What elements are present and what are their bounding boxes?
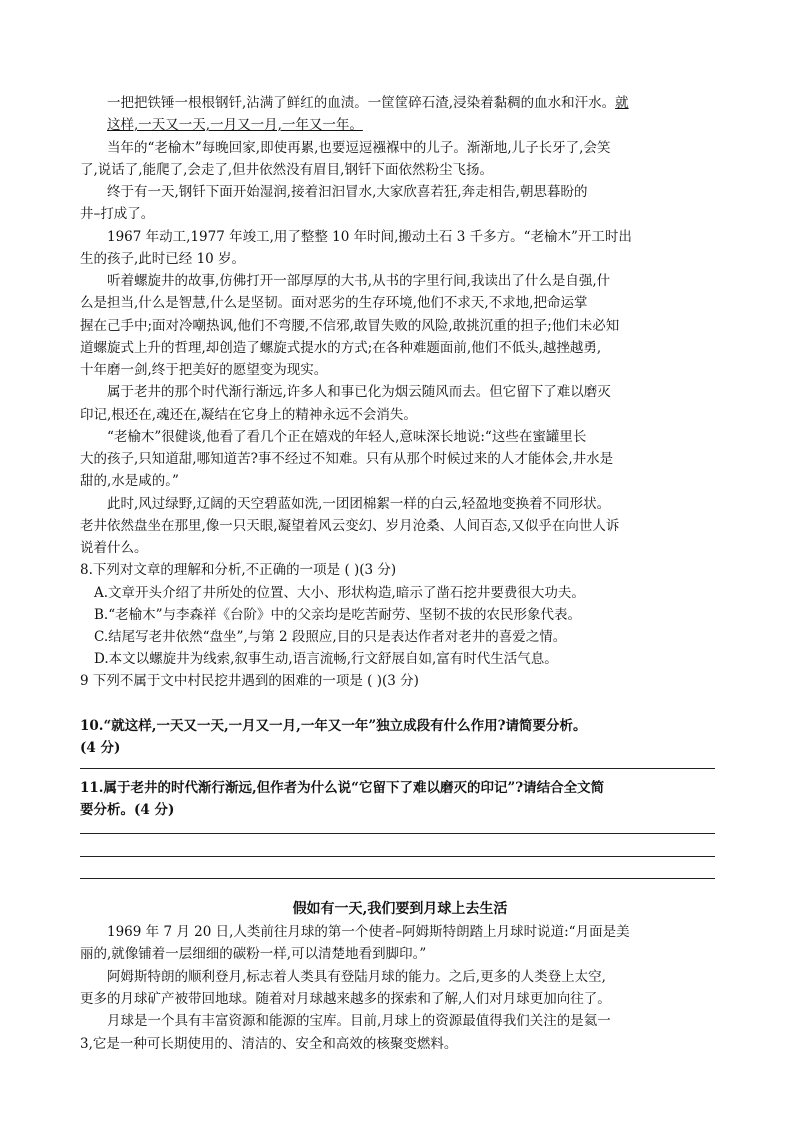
answer-line[interactable] xyxy=(80,833,715,834)
paragraph-line: 了,说话了,能爬了,会走了,但井依然没有眉目,钢钎下面依然粉尘飞扬。 xyxy=(80,162,493,178)
paragraph-line: “老榆木”很健谈,他看了看几个正在嬉戏的年轻人,意味深长地说:“这些在蜜罐里长 xyxy=(107,429,587,445)
paragraph-line: 1969 年 7 月 20 日,人类前往月球的第一个使者–阿姆斯特朗踏上月球时说道:“月面是美 xyxy=(107,924,630,940)
section-title: 假如有一天,我们要到月球上去生活 xyxy=(292,901,508,917)
paragraph-line: 道螺旋式上升的哲理,却创造了螺旋式提水的方式;在各种难题面前,他们不低头,越挫越勇, xyxy=(80,340,602,356)
option-d: D.本文以螺旋井为线索,叙事生动,语言流畅,行文舒展自如,富有时代生活气息。 xyxy=(94,651,558,667)
paragraph-line: 1967 年动工,1977 年竣工,用了整整 10 年时间,搬动土石 3 千多方。“老榆木”开工时出 xyxy=(107,229,632,245)
paragraph-line: 更多的月球矿产被带回地球。随着对月球越来越多的探索和了解,人们对月球更加向往了。 xyxy=(80,991,611,1007)
paragraph-line: 此时,风过绿野,辽阔的天空碧蓝如洗,一团团棉絮一样的白云,轻盈地变换着不同形状。 xyxy=(107,496,611,512)
paragraph-line: 月球是一个具有丰富资源和能源的宝库。目前,月球上的资源最值得我们关注的是氦一 xyxy=(107,1013,611,1029)
question-11-score: 要分析。(4 分) xyxy=(80,802,175,818)
paragraph-line: 阿姆斯特朗的顺利登月,标志着人类具有登陆月球的能力。之后,更多的人类登上太空, xyxy=(107,969,606,985)
answer-line[interactable] xyxy=(80,856,715,857)
paragraph-line: 3,它是一种可长期使用的、清洁的、安全和高效的核聚变燃料。 xyxy=(80,1036,458,1052)
paragraph-line: 甜的,水是咸的。” xyxy=(80,473,179,489)
underlined-text: 就 xyxy=(615,95,629,111)
paragraph-line: 终于有一天,钢钎下面开始湿润,接着汩汩冒水,大家欣喜若狂,奔走相告,朝思暮盼的 xyxy=(107,184,588,200)
question-8: 8.下列对文章的理解和分析,不正确的一项是 ( )(3 分) xyxy=(80,562,397,578)
paragraph-line: 握在己手中;面对冷嘲热讽,他们不弯腰,不信邪,敢冒失败的风险,敢挑沉重的担子;他们未必知 xyxy=(80,318,620,334)
answer-line[interactable] xyxy=(80,878,715,879)
underlined-text: 这样,一天又一天,一月又一月,一年又一年。 xyxy=(107,117,363,133)
paragraph-line: 老井依然盘坐在那里,像一只天眼,凝望着风云变幻、岁月沧桑、人间百态,又似乎在向世人诉 xyxy=(80,518,620,534)
paragraph-line: 十年磨一剑,终于把美好的愿望变为现实。 xyxy=(80,362,328,378)
option-c: C.结尾写老井依然“盘坐”,与第 2 段照应,目的只是表达作者对老井的喜爱之情。 xyxy=(94,629,567,645)
question-11: 11.属于老井的时代渐行渐远,但作者为什么说“它留下了难以磨灭的印记”?请结合全文简 xyxy=(80,780,605,796)
answer-line[interactable] xyxy=(80,768,715,769)
paragraph-line: 丽的,就像铺着一层细细的碳粉一样,可以清楚地看到脚印。” xyxy=(80,946,427,962)
paragraph-line: 说着什么。 xyxy=(80,540,148,556)
question-10: 10.“就这样,一天又一天,一月又一月,一年又一年”独立成段有什么作用?请简要分析。 xyxy=(80,718,587,734)
paragraph-line: 印记,根还在,魂还在,凝结在它身上的精神永远不会消失。 xyxy=(80,407,417,423)
option-b: B.“老榆木”与李森祥《台阶》中的父亲均是吃苦耐劳、坚韧不拔的农民形象代表。 xyxy=(94,607,582,623)
paragraph-line: 大的孩子,只知道甜,哪知道苦?事不经过不知难。只有从那个时候过来的人才能体会,井水是 xyxy=(80,451,614,467)
text-span: 一把把铁锤一根根钢钎,沾满了鲜红的血渍。一筐筐碎石渣,浸染着黏稠的血水和汗水。 xyxy=(107,95,616,111)
paragraph-line: 生的孩子,此时已经 10 岁。 xyxy=(80,251,246,267)
question-9: 9 下列不属于文中村民挖井遇到的困难的一项是 ( )(3 分) xyxy=(80,673,419,689)
paragraph-line xyxy=(80,92,720,114)
question-10-score: (4 分) xyxy=(80,740,121,756)
paragraph-line: 听着螺旋井的故事,仿佛打开一部厚厚的大书,从书的字里行间,我读出了什么是自强,什 xyxy=(107,273,611,289)
paragraph-line: 当年的“老榆木”每晚回家,即使再累,也要逗逗襁褓中的儿子。渐渐地,儿子长牙了,会笑 xyxy=(107,140,611,156)
paragraph-line xyxy=(80,114,720,136)
paragraph-line: 属于老井的那个时代渐行渐远,许多人和事已化为烟云随风而去。但它留下了难以磨灭 xyxy=(107,384,611,400)
paragraph-line: 井–打成了。 xyxy=(80,206,155,222)
paragraph-line: 么是担当,什么是智慧,什么是坚韧。面对恶劣的生存环境,他们不求天,不求地,把命运掌 xyxy=(80,295,588,311)
option-a: A.文章开头介绍了井所处的位置、大小、形状构造,暗示了凿石挖井要费很大功夫。 xyxy=(94,585,585,601)
